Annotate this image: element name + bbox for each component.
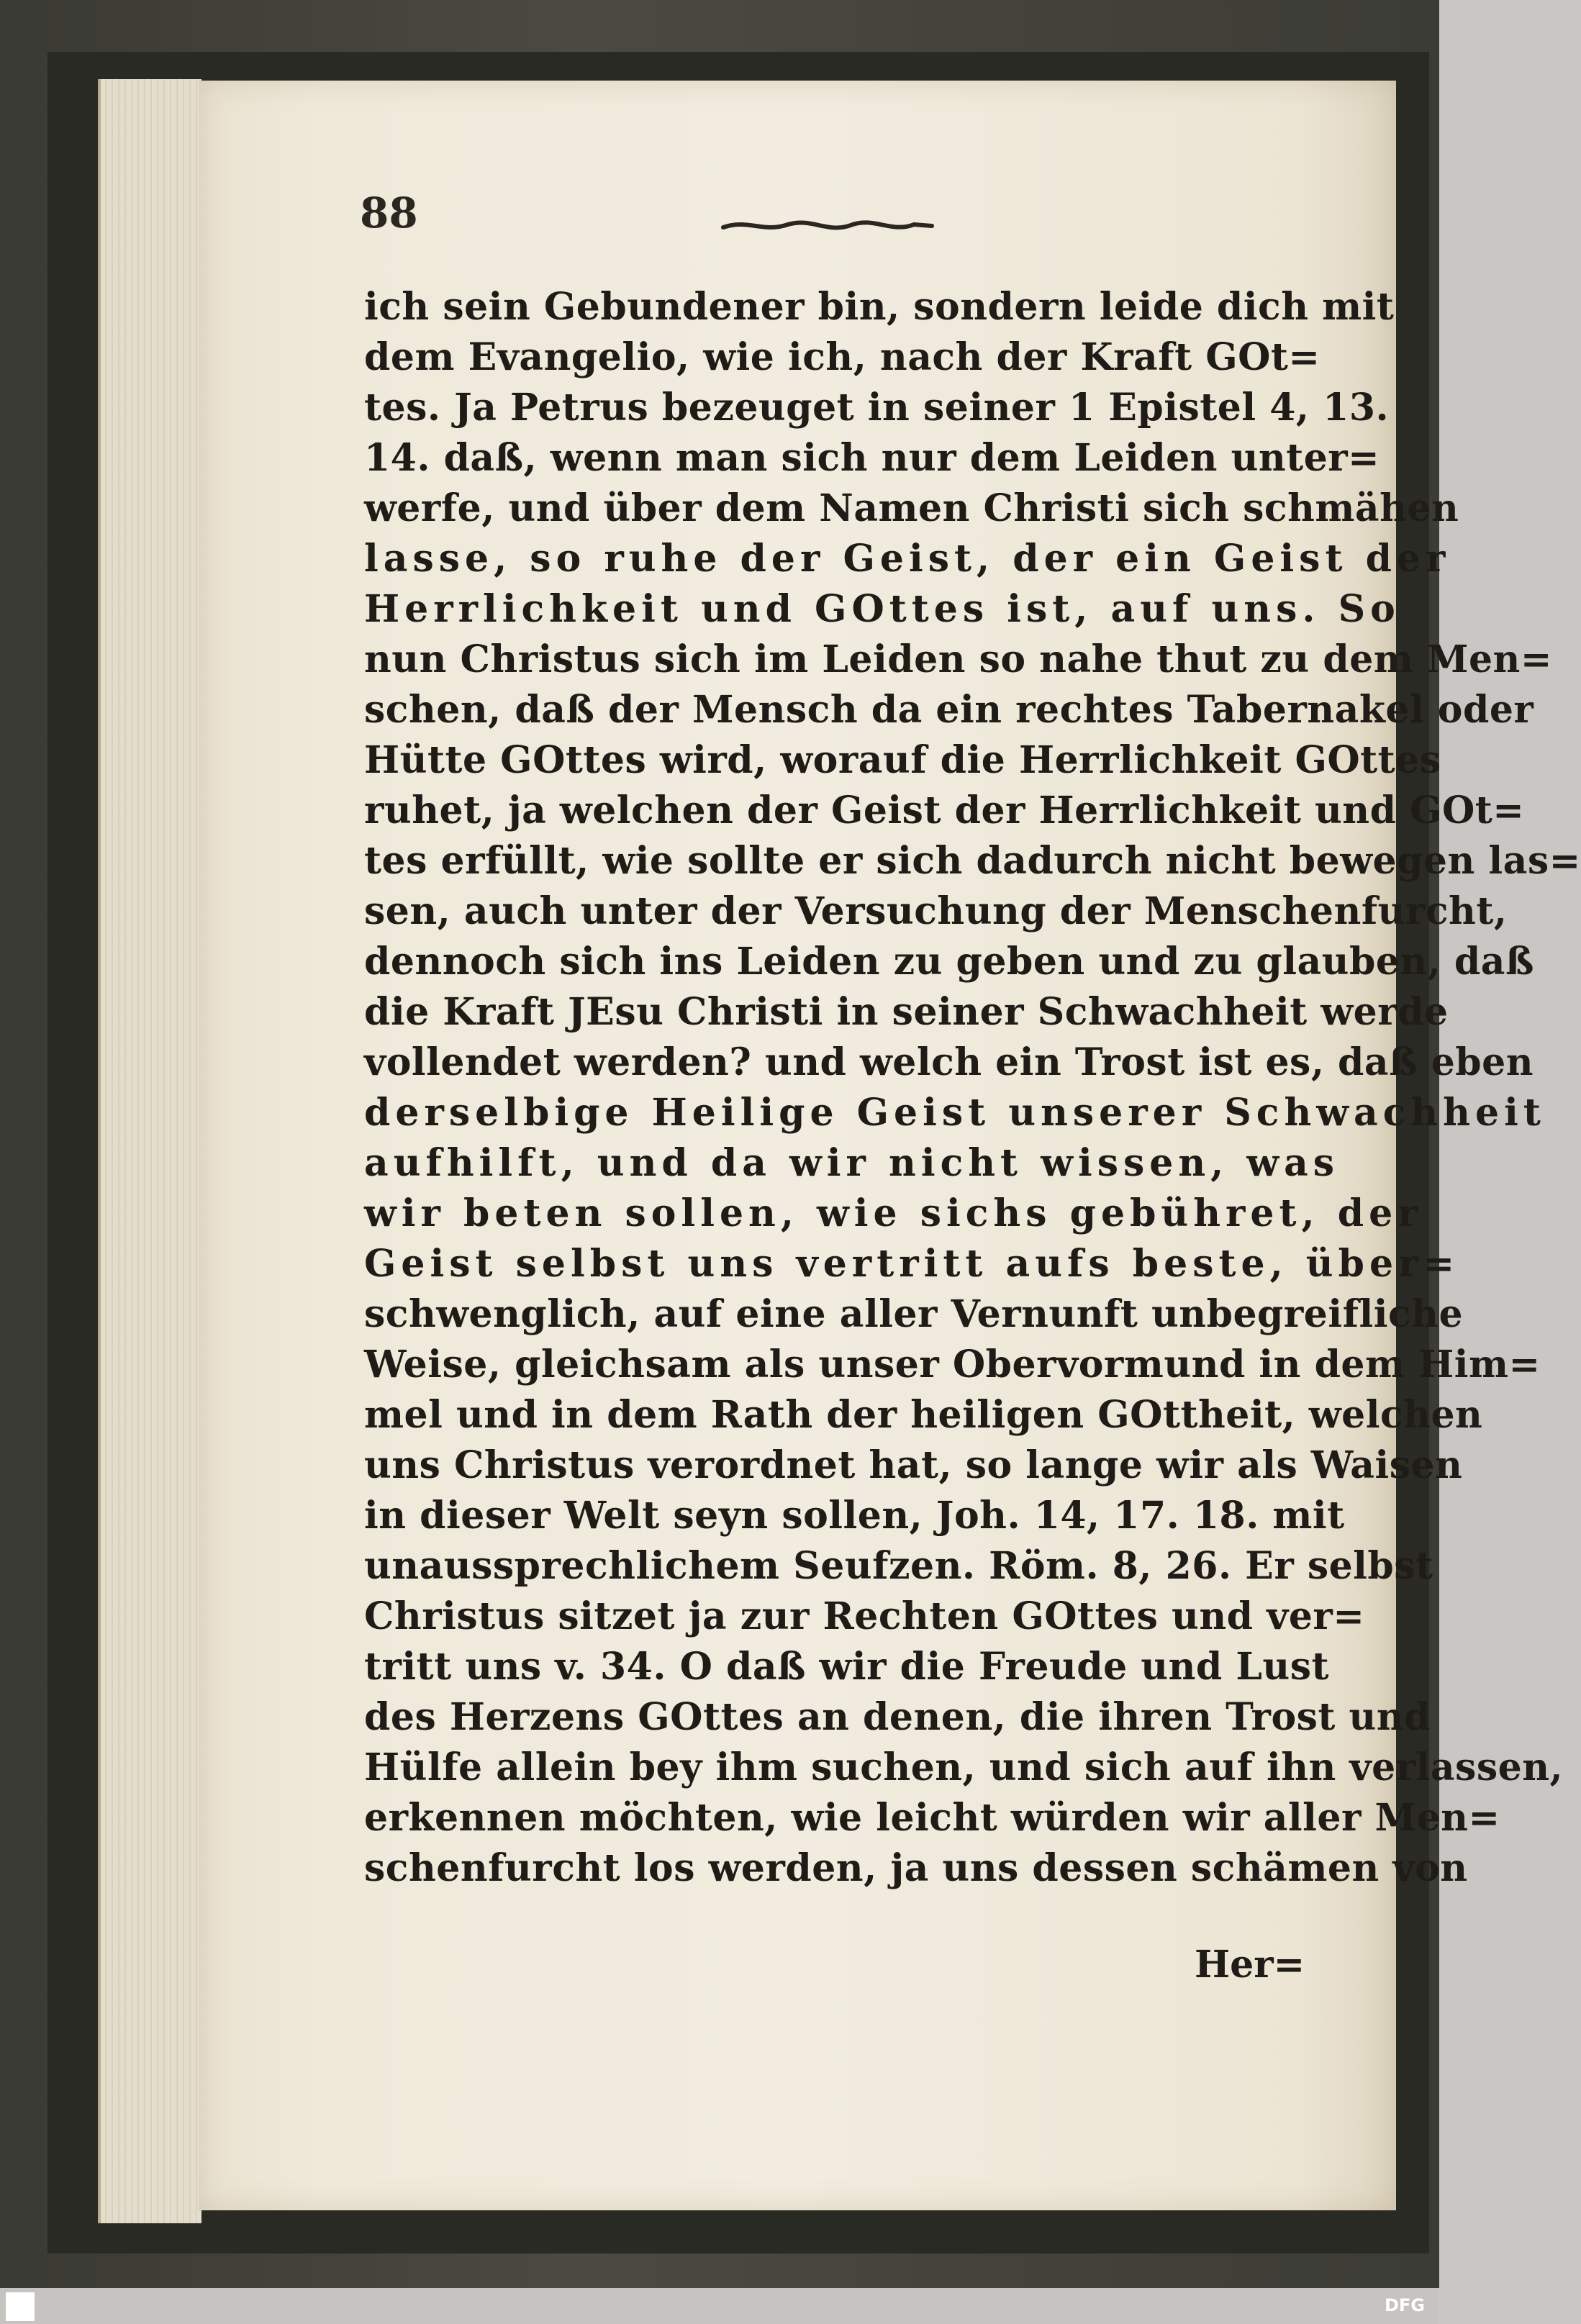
text-line: schenfurcht los werden, ja uns dessen schämen von — [364, 1846, 1468, 1890]
text-line: in dieser Welt seyn sollen, Joh. 14, 17. 18. mit — [364, 1494, 1345, 1538]
text-line: aufhilft, und da wir nicht wissen, was — [364, 1141, 1340, 1185]
page-edges — [98, 79, 201, 2223]
footer-mark: DFG — [1384, 2295, 1425, 2315]
text-line: schen, daß der Mensch da ein rechtes Tabernakel oder — [364, 688, 1534, 732]
catchword: Her= — [1195, 1943, 1305, 1987]
text-line: dem Evangelio, wie ich, nach der Kraft GOt= — [364, 335, 1320, 379]
text-line: ich sein Gebundener bin, sondern leide dich mit — [364, 285, 1395, 329]
text-line: sen, auch unter der Versuchung der Menschenfurcht, — [364, 889, 1508, 933]
text-line: die Kraft JEsu Christi in seiner Schwachheit werde — [364, 990, 1449, 1034]
text-line: wir beten sollen, wie sichs gebühret, der — [364, 1191, 1423, 1235]
text-line: erkennen möchten, wie leicht würden wir aller Men= — [364, 1796, 1500, 1840]
text-line: 14. daß, wenn man sich nur dem Leiden unter= — [364, 436, 1380, 480]
text-line: nun Christus sich im Leiden so nahe thut zu dem Men= — [364, 637, 1552, 681]
text-line: werfe, und über dem Namen Christi sich schmähen — [364, 486, 1459, 530]
text-block — [364, 282, 1581, 1894]
text-line: tes erfüllt, wie sollte er sich dadurch nicht bewegen las= — [364, 839, 1581, 883]
text-line: Weise, gleichsam als unser Obervormund in dem Him= — [364, 1343, 1541, 1386]
footer-bar — [0, 2288, 1439, 2324]
text-line: dennoch sich ins Leiden zu geben und zu glauben, daß — [364, 940, 1534, 984]
text-line: unaussprechlichem Seufzen. Röm. 8, 26. Er selbst — [364, 1544, 1433, 1588]
text-line: tritt uns v. 34. O daß wir die Freude und Lust — [364, 1645, 1330, 1689]
text-line: mel und in dem Rath der heiligen GOttheit, welchen — [364, 1393, 1483, 1437]
text-line: des Herzens GOttes an denen, die ihren Trost und — [364, 1695, 1431, 1739]
text-line: tes. Ja Petrus bezeuget in seiner 1 Epistel 4, 13. — [364, 386, 1390, 430]
library-logo-icon — [6, 2292, 35, 2321]
text-line: schwenglich, auf eine aller Vernunft unbegreifliche — [364, 1292, 1464, 1336]
ornament-divider-icon — [720, 214, 936, 236]
text-line: Christus sitzet ja zur Rechten GOttes und ver= — [364, 1594, 1365, 1638]
text-line: uns Christus verordnet hat, so lange wir als Waisen — [364, 1443, 1463, 1487]
page-number: 88 — [360, 189, 418, 237]
text-line: Hütte GOttes wird, worauf die Herrlichkeit GOttes — [364, 738, 1441, 782]
text-line: lasse, so ruhe der Geist, der ein Geist der — [364, 537, 1451, 581]
text-line: vollendet werden? und welch ein Trost ist es, daß eben — [364, 1040, 1534, 1084]
text-line: Herrlichkeit und GOttes ist, auf uns. So — [364, 587, 1400, 631]
text-line: ruhet, ja welchen der Geist der Herrlichkeit und GOt= — [364, 789, 1525, 832]
text-line: Geist selbst uns vertritt aufs beste, über= — [364, 1242, 1460, 1286]
text-line: Hülfe allein bey ihm suchen, und sich auf ihn verlassen, — [364, 1746, 1564, 1789]
text-line: derselbige Heilige Geist unserer Schwachheit — [364, 1091, 1546, 1135]
